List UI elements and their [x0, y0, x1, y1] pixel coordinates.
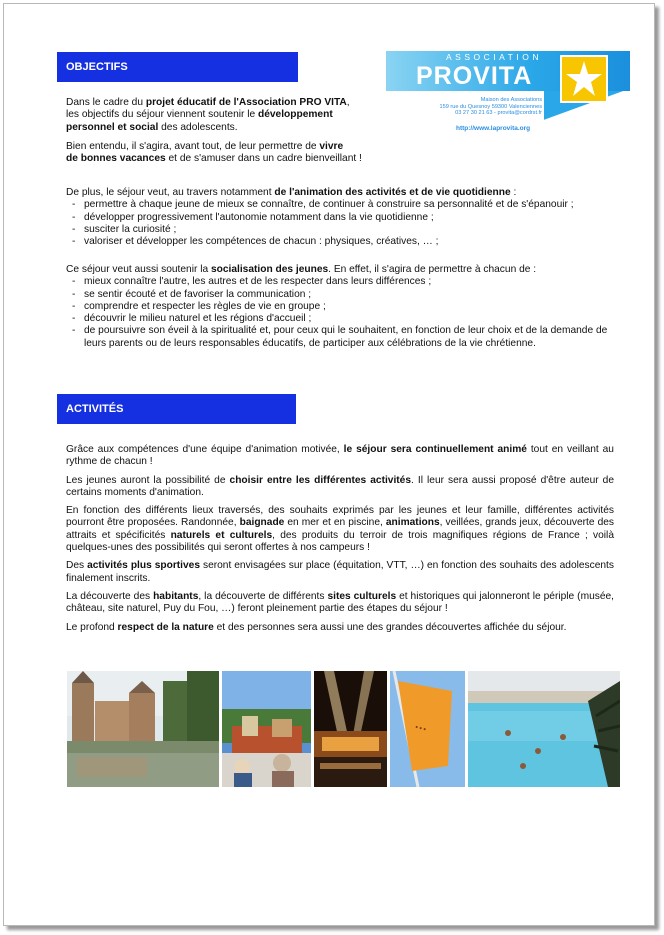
logo-url[interactable]: http://www.laprovita.org [456, 125, 531, 132]
activites-paragraph-6: Le profond respect de la nature et des personnes sera aussi une des grandes découvertes affichée du séjour. [66, 621, 567, 633]
list-item: - comprendre et respecter les règles de vie en groupe ; [66, 301, 632, 313]
section-banner-objectifs [57, 52, 298, 82]
list-item: - valoriser et développer les compétences de chacun : physiques, créatives, … ; [66, 236, 632, 248]
puy-du-fou-show-photo [222, 671, 311, 787]
objectifs-list-1 [66, 199, 632, 248]
list-item: - mieux connaître l'autre, les autres et de les respecter dans leurs différences ; [66, 276, 632, 288]
swimming-pool-photo [468, 671, 620, 787]
list-item: - susciter la curiosité ; [66, 224, 632, 236]
activites-paragraph-5: La découverte des habitants, la découverte de différents sites culturels et historiques qui jalonneront le périple (musée, château, site naturel, Puy du Fou, …) feront pleinement partie des étapes du séjour ! [66, 590, 614, 615]
list-item: - développer progressivement l'autonomie notamment dans la vie quotidienne ; [66, 212, 632, 224]
flag-photo [390, 671, 465, 787]
activites-paragraph-1: Grâce aux compétences d'une équipe d'animation motivée, le séjour sera continuellement animé tout en veillant au rythme de chacun ! [66, 444, 614, 468]
section-title: ACTIVITÉS [66, 403, 124, 415]
list-item: - permettre à chaque jeune de mieux se connaître, de continuer à construire sa personnalité et de s'épanouir ; [66, 199, 632, 211]
list-item: - se sentir écouté et de favoriser la communication ; [66, 289, 632, 301]
logo-name: PROVITA [416, 62, 533, 90]
logo-association-text: ASSOCIATION [446, 52, 542, 62]
activites-paragraph-3: En fonction des différents lieux traversés, des souhaits exprimés par les jeunes et leur famille, différentes activités pourront être proposées. Randonnée, baignade en mer et en piscine, animations, veillées, grands jeux, découverte des attraits et spécificités naturels et culturels, des produits du terroir de trois magnifiques régions de France ; voilà quelques-unes des possibilités qui seront offertes à nos campeurs ! [66, 505, 614, 554]
list-item: - de poursuivre son éveil à la spiritualité et, pour ceux qui le souhaitent, en fonction de leur choix et de la demande de leurs parents ou de leurs responsables éducatifs, de participer aux célébrations de la vie chrétienne. [66, 325, 632, 350]
objectifs-paragraph-3: De plus, le séjour veut, au travers notamment de l'animation des activités et de vie quotidienne : - permettre à chaque jeune de mieux se connaître, de continuer à construire sa personnalité et de s'épanouir ; - développer progressivement l'autonomie notamment dans la vie quotidienne ; - susciter la curiosité ; - valoriser et développer les compétences de chacun : physiques, créatives, … ; [66, 187, 632, 248]
night-show-photo [314, 671, 387, 787]
activites-paragraph-4: Des activités plus sportives seront envisagées sur place (équitation, VTT, …) en fonction des souhaits des adolescents finalement inscrits. [66, 560, 614, 584]
objectifs-paragraph-2: Bien entendu, il s'agira, avant tout, de leur permettre de vivre de bonnes vacances et de s'amuser dans un cadre bienveillant ! [66, 141, 362, 165]
section-title: OBJECTIFS [66, 61, 128, 73]
objectifs-paragraph-1: Dans le cadre du projet éducatif de l'Association PRO VITA, les objectifs du séjour viennent soutenir le développement personnel et social des adolescents. [66, 97, 350, 133]
section-banner-activites [57, 394, 296, 424]
objectifs-list-2 [66, 276, 632, 350]
star-icon [560, 55, 608, 103]
svg-text:•••: ••• [413, 723, 428, 735]
castle-photo [67, 671, 219, 787]
objectifs-paragraph-4: Ce séjour veut aussi soutenir la socialisation des jeunes. En effet, il s'agira de permettre à chacun de : - mieux connaître l'autre, les autres et de les respecter dans leurs différences ; - se sentir écouté et de favoriser la communication ; - comprendre et respecter les règles de vie en groupe ; - découvrir le milieu naturel et les régions d'accueil ; - de poursuivre son éveil à la spiritualité et, pour ceux qui le souhaitent, en fonction de leur choix et de la demande de leurs parents ou de leurs responsables éducatifs, de participer aux célébrations de la vie chrétienne. [66, 264, 632, 350]
provita-logo [386, 51, 630, 135]
list-item: - découvrir le milieu naturel et les régions d'accueil ; [66, 313, 632, 325]
logo-address: Maison des Associations 159 rue du Quesnoy 59300 Valenciennes 03 27 30 21 63 - provita@cordrst.fr [439, 97, 542, 116]
activites-text [66, 444, 614, 634]
activites-paragraph-2: Les jeunes auront la possibilité de choisir entre les différentes activités. Il leur sera aussi proposé d'être auteur de certains moments d'animation. [66, 474, 615, 498]
